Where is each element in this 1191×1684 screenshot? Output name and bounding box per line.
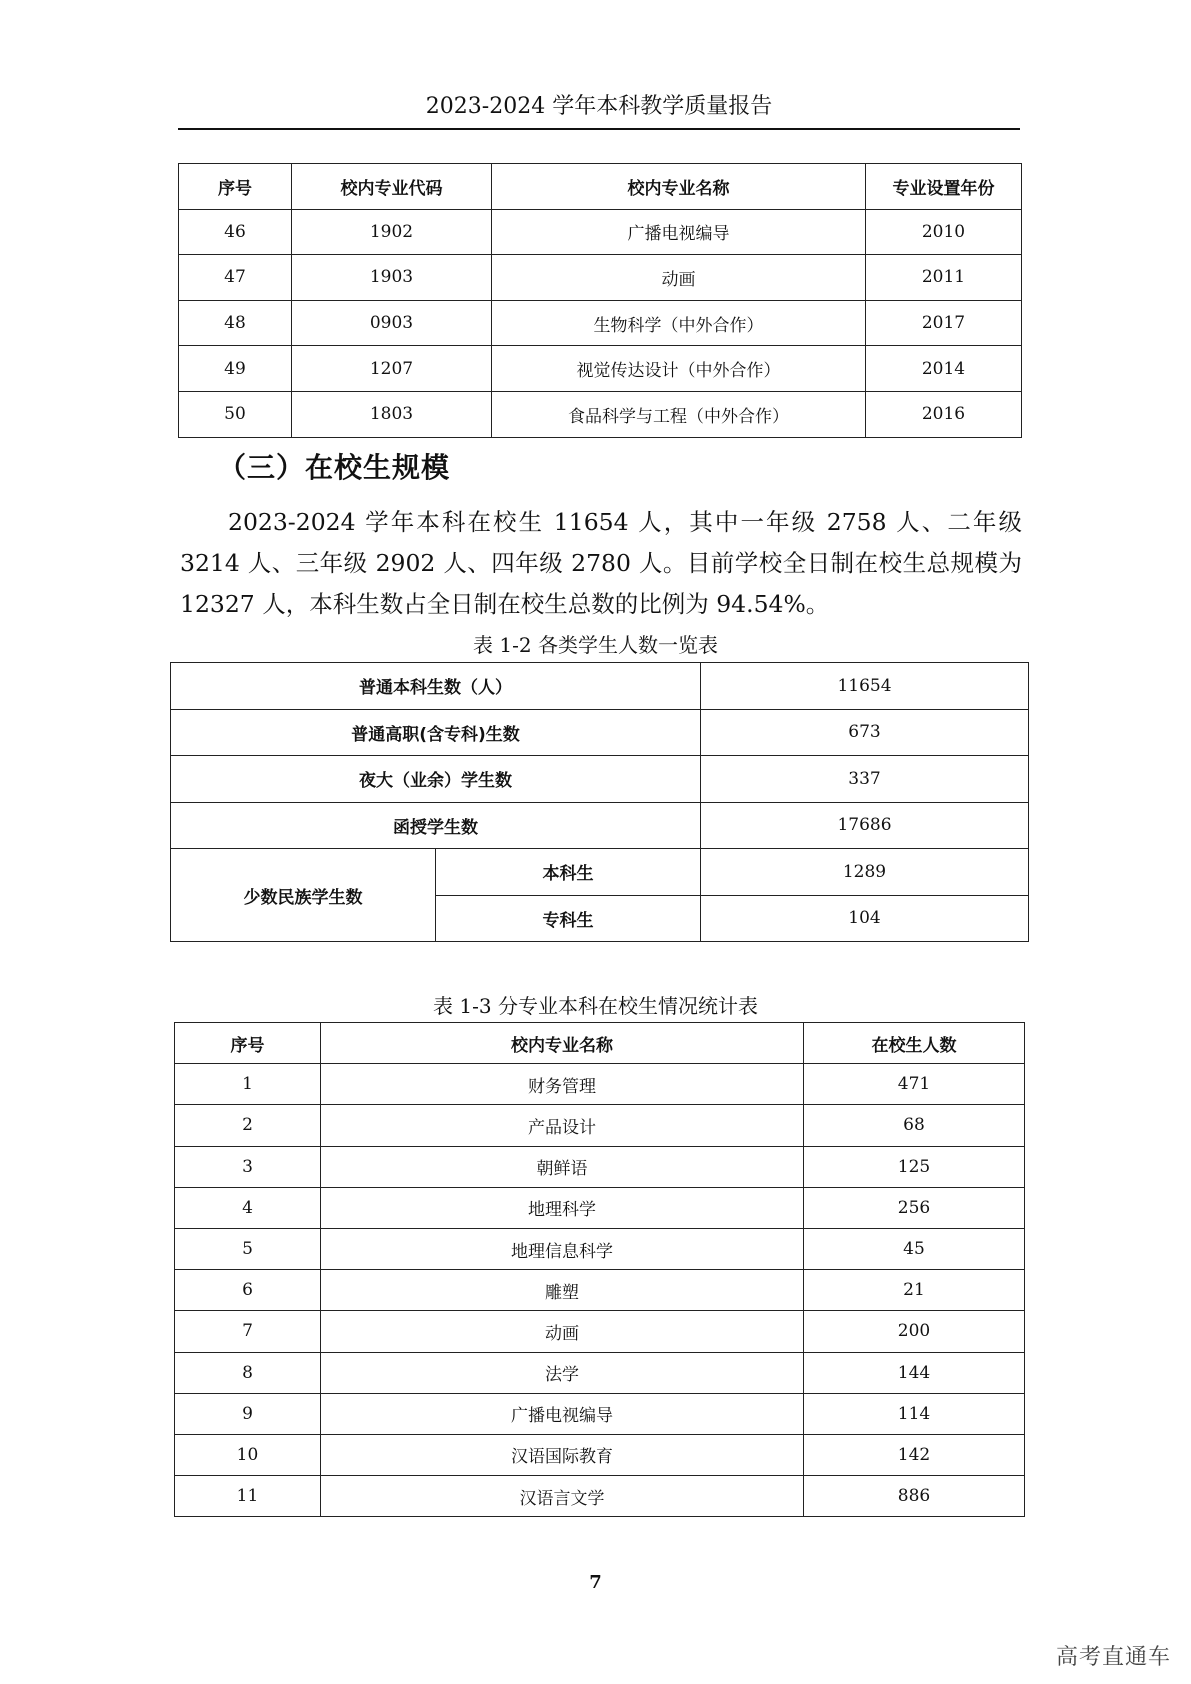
table-cell: 法学 (321, 1352, 804, 1393)
table-row (171, 663, 1029, 710)
table-row (175, 1434, 1025, 1475)
table-cell: 50 (179, 391, 292, 437)
row-value: 17686 (701, 802, 1029, 849)
watermark-text: 高考直通车 (1055, 1645, 1171, 1670)
table-cell: 8 (175, 1352, 321, 1393)
row-label: 普通高职(含专科)生数 (171, 709, 701, 756)
row-value: 337 (701, 756, 1029, 803)
table-cell: 2016 (866, 391, 1022, 437)
table-row (175, 1270, 1025, 1311)
table-header-row (179, 164, 1022, 210)
table-cell: 0903 (292, 300, 492, 346)
table-row (175, 1187, 1025, 1228)
table-cell: 2017 (866, 300, 1022, 346)
table-cell: 200 (804, 1311, 1025, 1352)
table-cell: 6 (175, 1270, 321, 1311)
table-cell: 视觉传达设计（中外合作） (492, 346, 866, 392)
table-cell: 1903 (292, 255, 492, 301)
table-cell: 5 (175, 1228, 321, 1269)
table-cell: 46 (179, 209, 292, 255)
table-row (179, 209, 1022, 255)
row-label: 普通本科生数（人） (171, 663, 701, 710)
table-caption: 表 1-3 分专业本科在校生情况统计表 (433, 994, 758, 1018)
table-cell: 2014 (866, 346, 1022, 392)
row-value: 104 (701, 895, 1029, 942)
table-row (175, 1228, 1025, 1269)
table-row (179, 300, 1022, 346)
table-row (175, 1146, 1025, 1187)
column-header: 专业设置年份 (866, 164, 1022, 210)
table-cell: 256 (804, 1187, 1025, 1228)
table-cell: 食品科学与工程（中外合作） (492, 391, 866, 437)
table-row (179, 346, 1022, 392)
table-cell: 142 (804, 1434, 1025, 1475)
table-cell: 21 (804, 1270, 1025, 1311)
table-row (171, 802, 1029, 849)
table-row (175, 1476, 1025, 1517)
table-cell: 11 (175, 1476, 321, 1517)
table-row (175, 1064, 1025, 1105)
table-cell: 朝鲜语 (321, 1146, 804, 1187)
header-rule (178, 128, 1020, 130)
table-cell: 471 (804, 1064, 1025, 1105)
table-cell: 2 (175, 1105, 321, 1146)
table-cell: 动画 (321, 1311, 804, 1352)
column-header: 序号 (179, 164, 292, 210)
table-cell: 1 (175, 1064, 321, 1105)
table-cell: 3 (175, 1146, 321, 1187)
body-paragraph: 2023-2024 学年本科在校生 11654 人，其中一年级 2758 人、二年级 3214 人、三年级 2902 人、四年级 2780 人。目前学校全日制在校生总规模为 12327 人，本科生数占全日制在校生总数的比例为 94.54%。 (180, 508, 1022, 618)
table-cell: 45 (804, 1228, 1025, 1269)
table-cell: 47 (179, 255, 292, 301)
major-enrollment-table (174, 1022, 1025, 1517)
table-cell: 886 (804, 1476, 1025, 1517)
major-code-table (178, 163, 1022, 438)
table-cell: 1207 (292, 346, 492, 392)
table-cell: 动画 (492, 255, 866, 301)
table-cell: 地理科学 (321, 1187, 804, 1228)
table-cell: 2010 (866, 209, 1022, 255)
table-row (179, 255, 1022, 301)
table-cell: 财务管理 (321, 1064, 804, 1105)
table-cell: 2011 (866, 255, 1022, 301)
table-cell: 汉语国际教育 (321, 1434, 804, 1475)
row-value: 1289 (701, 849, 1029, 896)
column-header: 校内专业名称 (321, 1023, 804, 1064)
table-row (175, 1393, 1025, 1434)
table-cell: 7 (175, 1311, 321, 1352)
table-cell: 汉语言文学 (321, 1476, 804, 1517)
table-row (171, 709, 1029, 756)
table-cell: 地理信息科学 (321, 1228, 804, 1269)
table-header-row (175, 1023, 1025, 1064)
table-row (175, 1105, 1025, 1146)
row-value: 673 (701, 709, 1029, 756)
table-cell: 4 (175, 1187, 321, 1228)
table-row (179, 391, 1022, 437)
table-cell: 48 (179, 300, 292, 346)
row-label: 函授学生数 (171, 802, 701, 849)
table-cell: 广播电视编导 (492, 209, 866, 255)
table-cell: 125 (804, 1146, 1025, 1187)
table-cell: 雕塑 (321, 1270, 804, 1311)
table-row (175, 1352, 1025, 1393)
table-cell: 144 (804, 1352, 1025, 1393)
table-row (171, 756, 1029, 803)
table-caption: 表 1-2 各类学生人数一览表 (473, 633, 718, 657)
student-count-table (170, 662, 1029, 942)
table-cell: 114 (804, 1393, 1025, 1434)
sub-label: 专科生 (436, 895, 701, 942)
table-cell: 10 (175, 1434, 321, 1475)
table-cell: 产品设计 (321, 1105, 804, 1146)
column-header: 校内专业名称 (492, 164, 866, 210)
table-cell: 1803 (292, 391, 492, 437)
table-cell: 生物科学（中外合作） (492, 300, 866, 346)
table-cell: 9 (175, 1393, 321, 1434)
table-cell: 1902 (292, 209, 492, 255)
page-header-title: 2023-2024 学年本科教学质量报告 (425, 94, 773, 119)
row-label: 夜大（业余）学生数 (171, 756, 701, 803)
row-value: 11654 (701, 663, 1029, 710)
column-header: 校内专业代码 (292, 164, 492, 210)
table-row (171, 849, 1029, 896)
minority-label: 少数民族学生数 (171, 849, 436, 942)
table-cell: 68 (804, 1105, 1025, 1146)
column-header: 在校生人数 (804, 1023, 1025, 1064)
section-heading: （三）在校生规模 (218, 451, 451, 484)
sub-label: 本科生 (436, 849, 701, 896)
table-cell: 49 (179, 346, 292, 392)
table-cell: 广播电视编导 (321, 1393, 804, 1434)
table-row (175, 1311, 1025, 1352)
column-header: 序号 (175, 1023, 321, 1064)
page-number: 7 (589, 1572, 602, 1593)
